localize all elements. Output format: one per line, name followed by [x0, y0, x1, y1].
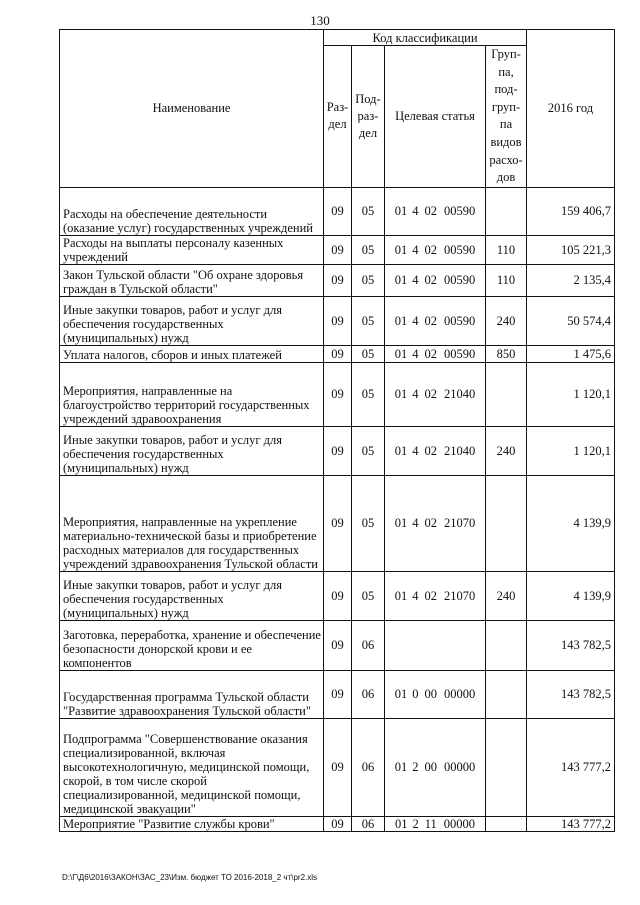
table-row: [60, 718, 615, 816]
target-article-part: 01: [394, 443, 408, 458]
row-group: [486, 362, 527, 426]
row-target-article: [385, 362, 486, 426]
target-article-part: 02: [424, 443, 437, 458]
target-article-part: 02: [424, 346, 437, 361]
target-article-part: 00590: [444, 273, 476, 288]
row-amount: 4 139,9: [527, 571, 615, 620]
target-article-part: 00590: [444, 242, 476, 257]
row-target-article: [385, 718, 486, 816]
row-target-article: [385, 187, 486, 235]
row-amount: 2 135,4: [527, 264, 615, 296]
row-name: Закон Тульской области "Об охране здоровья граждан в Тульской области": [60, 264, 324, 296]
row-subsection: 05: [352, 362, 385, 426]
header-subsection: Под- раз- дел: [352, 46, 385, 188]
row-amount: 1 475,6: [527, 345, 615, 362]
target-article-part: 01: [394, 760, 408, 775]
target-article-part: 4: [412, 273, 419, 288]
target-article-part: 4: [412, 516, 419, 531]
row-subsection: 05: [352, 475, 385, 571]
row-section: 09: [324, 362, 352, 426]
row-group: [486, 718, 527, 816]
row-amount: 143 777,2: [527, 816, 615, 831]
target-article-part: 4: [412, 443, 419, 458]
row-target-article: [385, 620, 486, 670]
row-group: 240: [486, 296, 527, 345]
target-article-part: 21070: [444, 516, 476, 531]
row-group: [486, 670, 527, 718]
target-article-part: 00: [424, 760, 437, 775]
target-article-part: 00590: [444, 346, 476, 361]
target-article-part: 02: [424, 588, 437, 603]
row-section: 09: [324, 816, 352, 831]
target-article-part: 00590: [444, 204, 476, 219]
row-name: Подпрограмма "Совершенствование оказания специализированной, включая высокотехнологичную, медицинской помощи, скорой, в том числе скорой специализированной, медицинской помощи, медицинской эвакуации": [60, 718, 324, 816]
row-subsection: 06: [352, 816, 385, 831]
row-subsection: 06: [352, 718, 385, 816]
row-group: 240: [486, 426, 527, 475]
row-group: 850: [486, 345, 527, 362]
row-name: Уплата налогов, сборов и иных платежей: [60, 345, 324, 362]
row-subsection: 06: [352, 670, 385, 718]
target-article-part: 01: [394, 816, 408, 831]
row-group: 110: [486, 264, 527, 296]
row-subsection: 05: [352, 296, 385, 345]
row-name: Расходы на выплаты персоналу казенных учреждений: [60, 235, 324, 264]
row-name: Мероприятия, направленные на укрепление материально-технической базы и приобретение расходных материалов для государственных учреждений здравоохранения Тульской области: [60, 475, 324, 571]
row-target-article: [385, 670, 486, 718]
target-article-part: 2: [412, 816, 419, 831]
row-target-article: [385, 816, 486, 831]
row-target-article: [385, 296, 486, 345]
table-row: [60, 345, 615, 362]
row-group: 110: [486, 235, 527, 264]
row-section: 09: [324, 718, 352, 816]
target-article-part: 01: [394, 516, 408, 531]
row-target-article: [385, 571, 486, 620]
row-amount: 159 406,7: [527, 187, 615, 235]
target-article-part: 00000: [443, 816, 476, 831]
target-article-part: 4: [412, 588, 419, 603]
target-article-part: 21070: [444, 588, 476, 603]
row-group: [486, 816, 527, 831]
table-row: [60, 475, 615, 571]
row-amount: 4 139,9: [527, 475, 615, 571]
target-article-part: 21040: [444, 387, 476, 402]
table-row: [60, 670, 615, 718]
target-article-part: 00000: [444, 760, 476, 775]
target-article-part: 2: [412, 760, 419, 775]
target-article-part: 00590: [444, 313, 476, 328]
row-group: [486, 475, 527, 571]
target-article-part: 4: [412, 242, 419, 257]
row-target-article: [385, 426, 486, 475]
table-row: [60, 264, 615, 296]
target-article-part: 01: [394, 588, 408, 603]
row-section: 09: [324, 235, 352, 264]
target-article-part: 21040: [444, 443, 476, 458]
target-article-part: 01: [394, 687, 408, 702]
row-group: [486, 187, 527, 235]
target-article-part: 0: [412, 687, 419, 702]
target-article-part: 01: [394, 346, 408, 361]
row-group: 240: [486, 571, 527, 620]
target-article-part: 02: [424, 387, 437, 402]
row-amount: 1 120,1: [527, 362, 615, 426]
row-subsection: 06: [352, 620, 385, 670]
header-target: Целевая статья: [385, 46, 486, 188]
target-article-part: 4: [412, 346, 419, 361]
row-target-article: [385, 345, 486, 362]
header-row-top: [60, 30, 615, 46]
row-section: 09: [324, 426, 352, 475]
row-subsection: 05: [352, 264, 385, 296]
row-subsection: 05: [352, 345, 385, 362]
row-section: 09: [324, 187, 352, 235]
row-section: 09: [324, 571, 352, 620]
row-name: Расходы на обеспечение деятельности (оказание услуг) государственных учреждений: [60, 187, 324, 235]
page-number: 130: [310, 13, 330, 28]
row-name: Заготовка, переработка, хранение и обеспечение безопасности донорской крови и ее компонентов: [60, 620, 324, 670]
target-article-part: 01: [394, 387, 408, 402]
table-row: [60, 362, 615, 426]
row-section: 09: [324, 670, 352, 718]
target-article-part: 01: [394, 242, 408, 257]
row-section: 09: [324, 475, 352, 571]
row-section: 09: [324, 296, 352, 345]
row-name: Государственная программа Тульской области "Развитие здравоохранения Тульской области": [60, 670, 324, 718]
row-target-article: [385, 235, 486, 264]
target-article-part: 02: [424, 313, 437, 328]
row-section: 09: [324, 620, 352, 670]
target-article-part: 01: [394, 273, 408, 288]
table-row: [60, 571, 615, 620]
header-code: Код классификации: [324, 30, 527, 46]
target-article-part: 01: [394, 204, 408, 219]
table-row: [60, 816, 615, 831]
target-article-part: 02: [424, 516, 437, 531]
row-amount: 143 782,5: [527, 670, 615, 718]
row-section: 09: [324, 264, 352, 296]
header-section: Раз- дел: [324, 46, 352, 188]
row-name: Иные закупки товаров, работ и услуг для обеспечения государственных (муниципальных) нужд: [60, 296, 324, 345]
table-row: [60, 235, 615, 264]
row-subsection: 05: [352, 571, 385, 620]
row-name: Мероприятия, направленные на благоустройство территорий государственных учреждений здравоохранения: [60, 362, 324, 426]
row-target-article: [385, 475, 486, 571]
budget-table: [59, 29, 615, 832]
row-amount: 143 782,5: [527, 620, 615, 670]
target-article-part: 00000: [444, 687, 476, 702]
row-subsection: 05: [352, 426, 385, 475]
row-amount: 105 221,3: [527, 235, 615, 264]
row-name: Иные закупки товаров, работ и услуг для обеспечения государственных (муниципальных) нужд: [60, 426, 324, 475]
target-article-part: 4: [412, 387, 419, 402]
table-row: [60, 187, 615, 235]
target-article-part: 00: [424, 687, 437, 702]
table-row: [60, 296, 615, 345]
target-article-part: 4: [412, 313, 419, 328]
row-amount: 143 777,2: [527, 718, 615, 816]
row-subsection: 05: [352, 235, 385, 264]
target-article-part: 02: [424, 242, 437, 257]
header-year: 2016 год: [527, 30, 615, 188]
header-group: Груп- па, под- груп- па видов расхо- дов: [486, 46, 527, 188]
row-group: [486, 620, 527, 670]
row-name: Мероприятие "Развитие службы крови": [60, 816, 324, 831]
target-article-part: 01: [394, 313, 408, 328]
row-subsection: 05: [352, 187, 385, 235]
table-row: [60, 426, 615, 475]
footer-filepath: D:\Г\Д6\2016\ЗАКОН\ЗАС_23\Изм. бюджет ТО 2016-2018_2 чт\pr2.xls: [62, 873, 318, 882]
target-article-part: 4: [412, 204, 419, 219]
row-target-article: [385, 264, 486, 296]
header-name: Наименование: [60, 30, 324, 188]
target-article-part: 11: [424, 816, 437, 831]
target-article-part: 02: [424, 273, 437, 288]
row-amount: 1 120,1: [527, 426, 615, 475]
row-name: Иные закупки товаров, работ и услуг для обеспечения государственных (муниципальных) нужд: [60, 571, 324, 620]
row-section: 09: [324, 345, 352, 362]
row-amount: 50 574,4: [527, 296, 615, 345]
target-article-part: 02: [424, 204, 437, 219]
table-row: [60, 620, 615, 670]
